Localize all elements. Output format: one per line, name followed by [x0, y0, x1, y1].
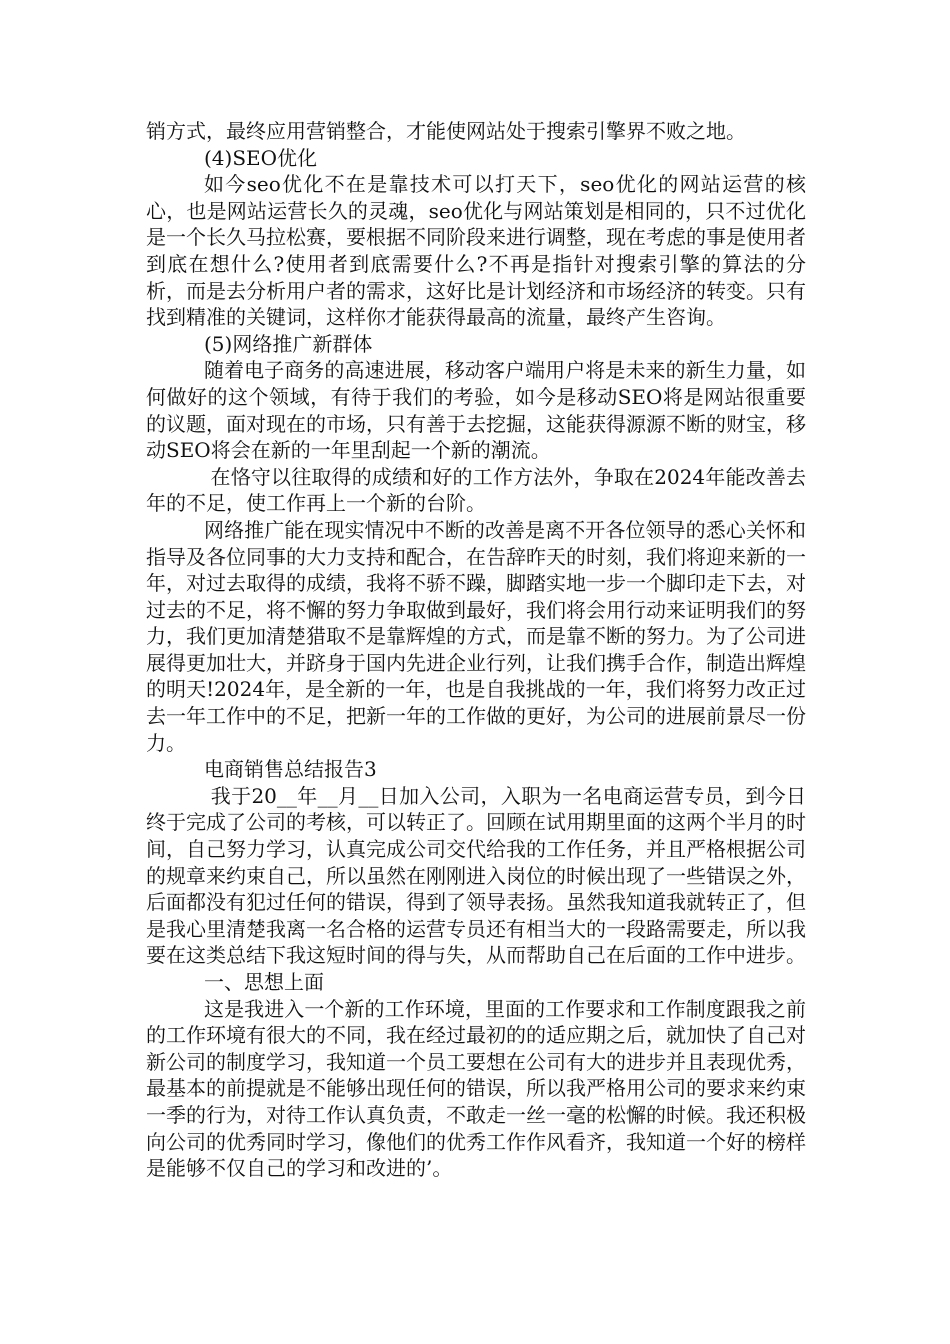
section-heading-seo: (4)SEO优化: [204, 145, 318, 170]
paragraph-intro: 我于20__年__月__日加入公司，入职为一名电商运营专员，到今日终于完成了公司的考核，可以转正了。回顾在试用期里面的这两个半月的时间，自己努力学习，认真完成公司交代给我的工作任务，并且严格根据公司的规章来约束自己，所以虽然在刚刚进入岗位的时候出现了一些错误之外，后面都没有犯过任何的错误，得到了领导表扬。虽然我知道我就转正了，但是我心里清楚我离一名合格的运营专员还有相当大的一段路需要走，所以我要在这类总结下我这短时间的得与失，从而帮助自己在后面的工作中进步。: [146, 783, 807, 968]
paragraph-mobile: 随着电子商务的高速进展，移动客户端用户将是未来的新生力量，如何做好的这个领域，有待于我们的考验，如今是移动SEO将是网站很重要的议题，面对现在的市场，只有善于去挖掘，这能获得源源不断的财宝，移动SEO将会在新的一年里刮起一个新的潮流。: [146, 358, 806, 463]
paragraph-thinking: 这是我进入一个新的工作环境，里面的工作要求和工作制度跟我之前的工作环境有很大的不同，我在经过最初的的适应期之后，就加快了自己对新公司的制度学习，我知道一个员工要想在公司有大的进步并且表现优秀，最基本的前提就是不能够出现任何的错误，所以我严格用公司的要求来约束一季的行为，对待工作认真负责，不敢走一丝一毫的松懈的时候。我还积极向公司的优秀同时学习，像他们的优秀工作作风看齐，我知道一个好的榜样是能够不仅自己的学习和改进的’。: [146, 996, 806, 1181]
paragraph-seo: 如今seo优化不在是靠技术可以打天下，seo优化的网站运营的核心，也是网站运营长久的灵魂，seo优化与网站策划是相同的，只不过优化是一个长久马拉松赛，要根据不同阶段来进行调整，现在考虑的事是使用者到底在想什么?使用者到底需要什么?不再是指针对搜索引擎的算法的分析，而是去分析用户者的需求，这好比是计划经济和市场经济的转变。只有找到精准的关键词，这样你才能获得最高的流量，最终产生咨询。: [146, 172, 806, 330]
paragraph-goals: 在恪守以往取得的成绩和好的工作方法外，争取在2024年能改善去年的不足，使工作再上一个新的台阶。: [146, 464, 806, 516]
section-heading-thinking: 一、思想上面: [204, 970, 324, 994]
paragraph-closing: 网络推广能在现实情况中不断的改善是离不开各位领导的悉心关怀和指导及各位同事的大力支持和配合，在告辞昨天的时刻，我们将迎来新的一年，对过去取得的成绩，我将不骄不躁，脚踏实地一步一个脚印走下去，对过去的不足，将不懈的努力争取做到最好，我们将会用行动来证明我们的努力，我们更加清楚猎取不是靠辉煌的方式，而是靠不断的努力。为了公司进展得更加壮大，并跻身于国内先进企业行列，让我们携手合作，制造出辉煌的明天!2024年，是全新的一年，也是自我挑战的一年，我们将努力改正过去一年工作中的不足，把新一年的工作做的更好，为公司的进展前景尽一份力。: [146, 517, 806, 755]
document-body: [146, 118, 806, 1182]
paragraph-continued: 销方式，最终应用营销整合，才能使网站处于搜索引擎界不败之地。: [146, 119, 746, 143]
section-heading-network-promotion: (5)网络推广新群体: [204, 331, 373, 356]
report-title: 电商销售总结报告3: [204, 757, 377, 782]
